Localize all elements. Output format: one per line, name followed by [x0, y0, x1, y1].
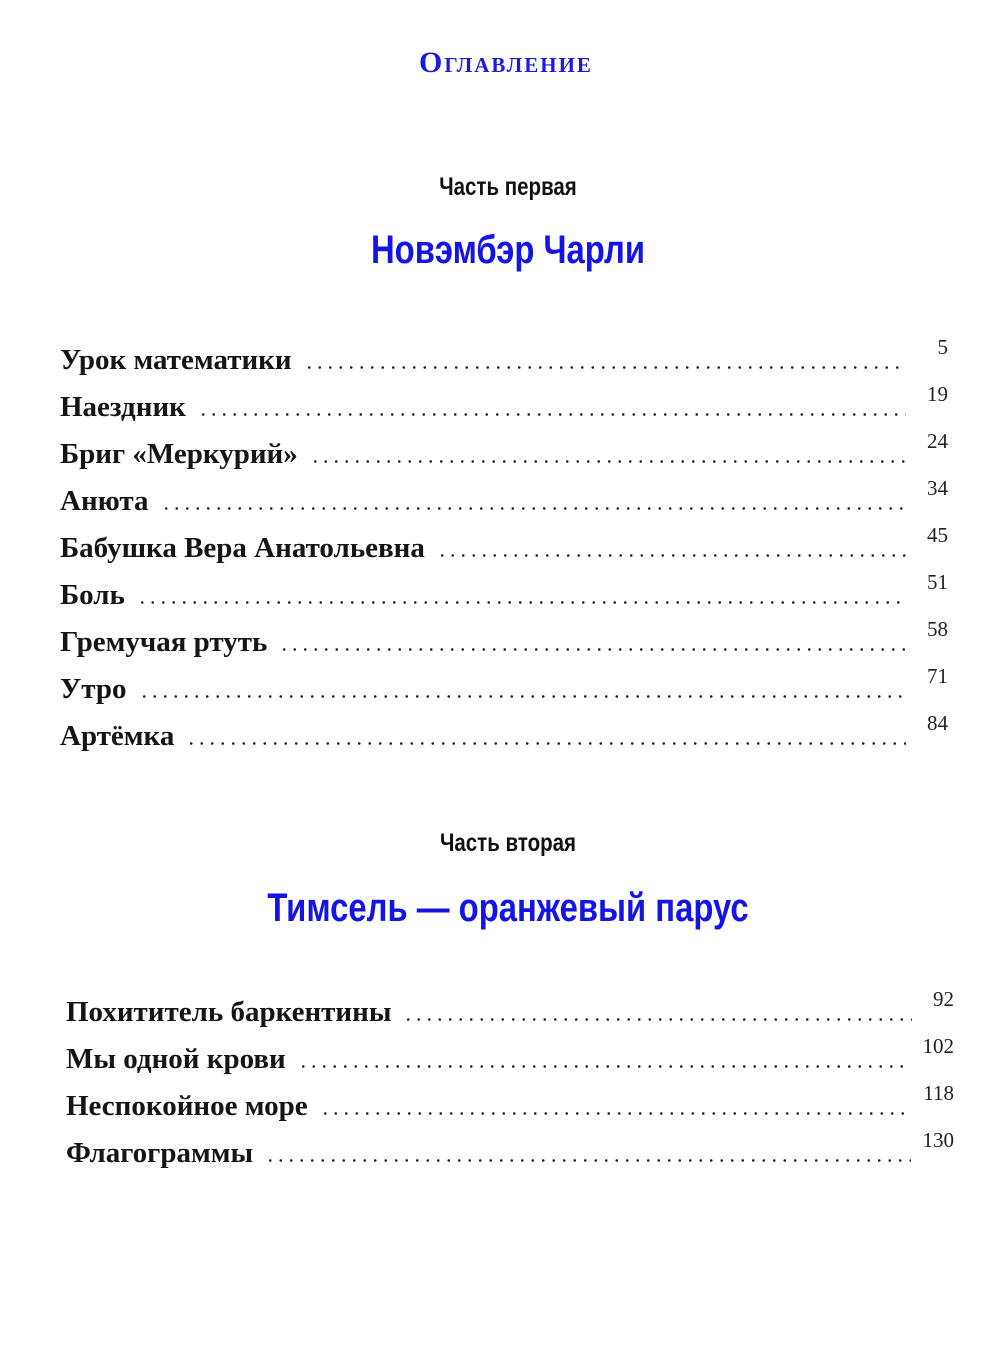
toc-entry[interactable] — [60, 518, 948, 565]
dot-leader — [186, 742, 906, 745]
dot-leader — [279, 648, 906, 651]
part-1-header — [0, 172, 1000, 202]
part-1-title: Новэмбэр Чарли — [370, 228, 645, 272]
dot-leader — [320, 1112, 912, 1115]
toc-entry-title: Наездник — [60, 391, 186, 423]
dot-leader — [198, 413, 906, 416]
toc-entry-page: 58 — [927, 617, 948, 641]
toc-entry-title: Урок математики — [60, 344, 292, 376]
dot-leader — [137, 601, 906, 604]
dot-leader — [161, 507, 906, 510]
toc-entry-page: 130 — [922, 1128, 954, 1152]
toc-entry-title: Гремучая ртуть — [60, 626, 268, 658]
toc-entry-page: 34 — [927, 476, 948, 500]
toc-entry-page: 92 — [933, 987, 954, 1011]
dot-leader — [403, 1018, 912, 1021]
toc-entry-title: Неспокойное море — [66, 1090, 308, 1122]
page-title: Оглавление — [419, 46, 593, 79]
part-2-title-block — [0, 884, 1000, 932]
toc-entry-title: Артёмка — [60, 720, 175, 752]
toc-list-part-1 — [60, 330, 948, 753]
toc-entry[interactable] — [66, 1076, 954, 1123]
toc-entry[interactable] — [66, 982, 954, 1029]
toc-entry[interactable] — [60, 424, 948, 471]
toc-entry-title: Похититель баркентины — [66, 996, 392, 1028]
toc-entry-title: Флагограммы — [66, 1137, 254, 1169]
toc-entry-page: 45 — [927, 523, 948, 547]
toc-entry[interactable] — [66, 1123, 954, 1170]
dot-leader — [310, 460, 906, 463]
dot-leader — [298, 1065, 911, 1068]
toc-entry[interactable] — [60, 612, 948, 659]
part-2-label: Часть вторая — [439, 829, 577, 857]
toc-entry-title: Утро — [60, 673, 127, 705]
dot-leader — [304, 366, 906, 369]
toc-entry-page: 19 — [927, 382, 948, 406]
part-2-title: Тимсель — оранжевый парус — [267, 886, 749, 930]
toc-entry-title: Бабушка Вера Анатольевна — [60, 532, 425, 564]
part-1-title-block — [0, 226, 1000, 274]
toc-entry-page: 102 — [922, 1034, 954, 1058]
toc-entry-title: Бриг «Меркурий» — [60, 438, 298, 470]
toc-entry-page: 24 — [927, 429, 948, 453]
dot-leader — [437, 554, 906, 557]
toc-entry-page: 118 — [923, 1081, 954, 1105]
toc-entry[interactable] — [60, 659, 948, 706]
toc-entry-page: 71 — [927, 664, 948, 688]
dot-leader — [139, 695, 906, 698]
toc-entry-page: 5 — [937, 335, 948, 359]
toc-entry[interactable] — [60, 706, 948, 753]
toc-entry-title: Мы одной крови — [66, 1043, 286, 1075]
toc-entry-title: Анюта — [60, 485, 149, 517]
toc-entry[interactable] — [66, 1029, 954, 1076]
toc-entry[interactable] — [60, 377, 948, 424]
toc-entry[interactable] — [60, 471, 948, 518]
toc-list-part-2 — [66, 982, 954, 1170]
toc-entry-page: 51 — [927, 570, 948, 594]
part-1-label: Часть первая — [439, 173, 577, 201]
toc-entry[interactable] — [60, 565, 948, 612]
dot-leader — [265, 1159, 910, 1162]
part-2-header — [0, 828, 1000, 858]
toc-entry[interactable] — [60, 330, 948, 377]
toc-entry-page: 84 — [927, 711, 948, 735]
toc-entry-title: Боль — [60, 579, 125, 611]
